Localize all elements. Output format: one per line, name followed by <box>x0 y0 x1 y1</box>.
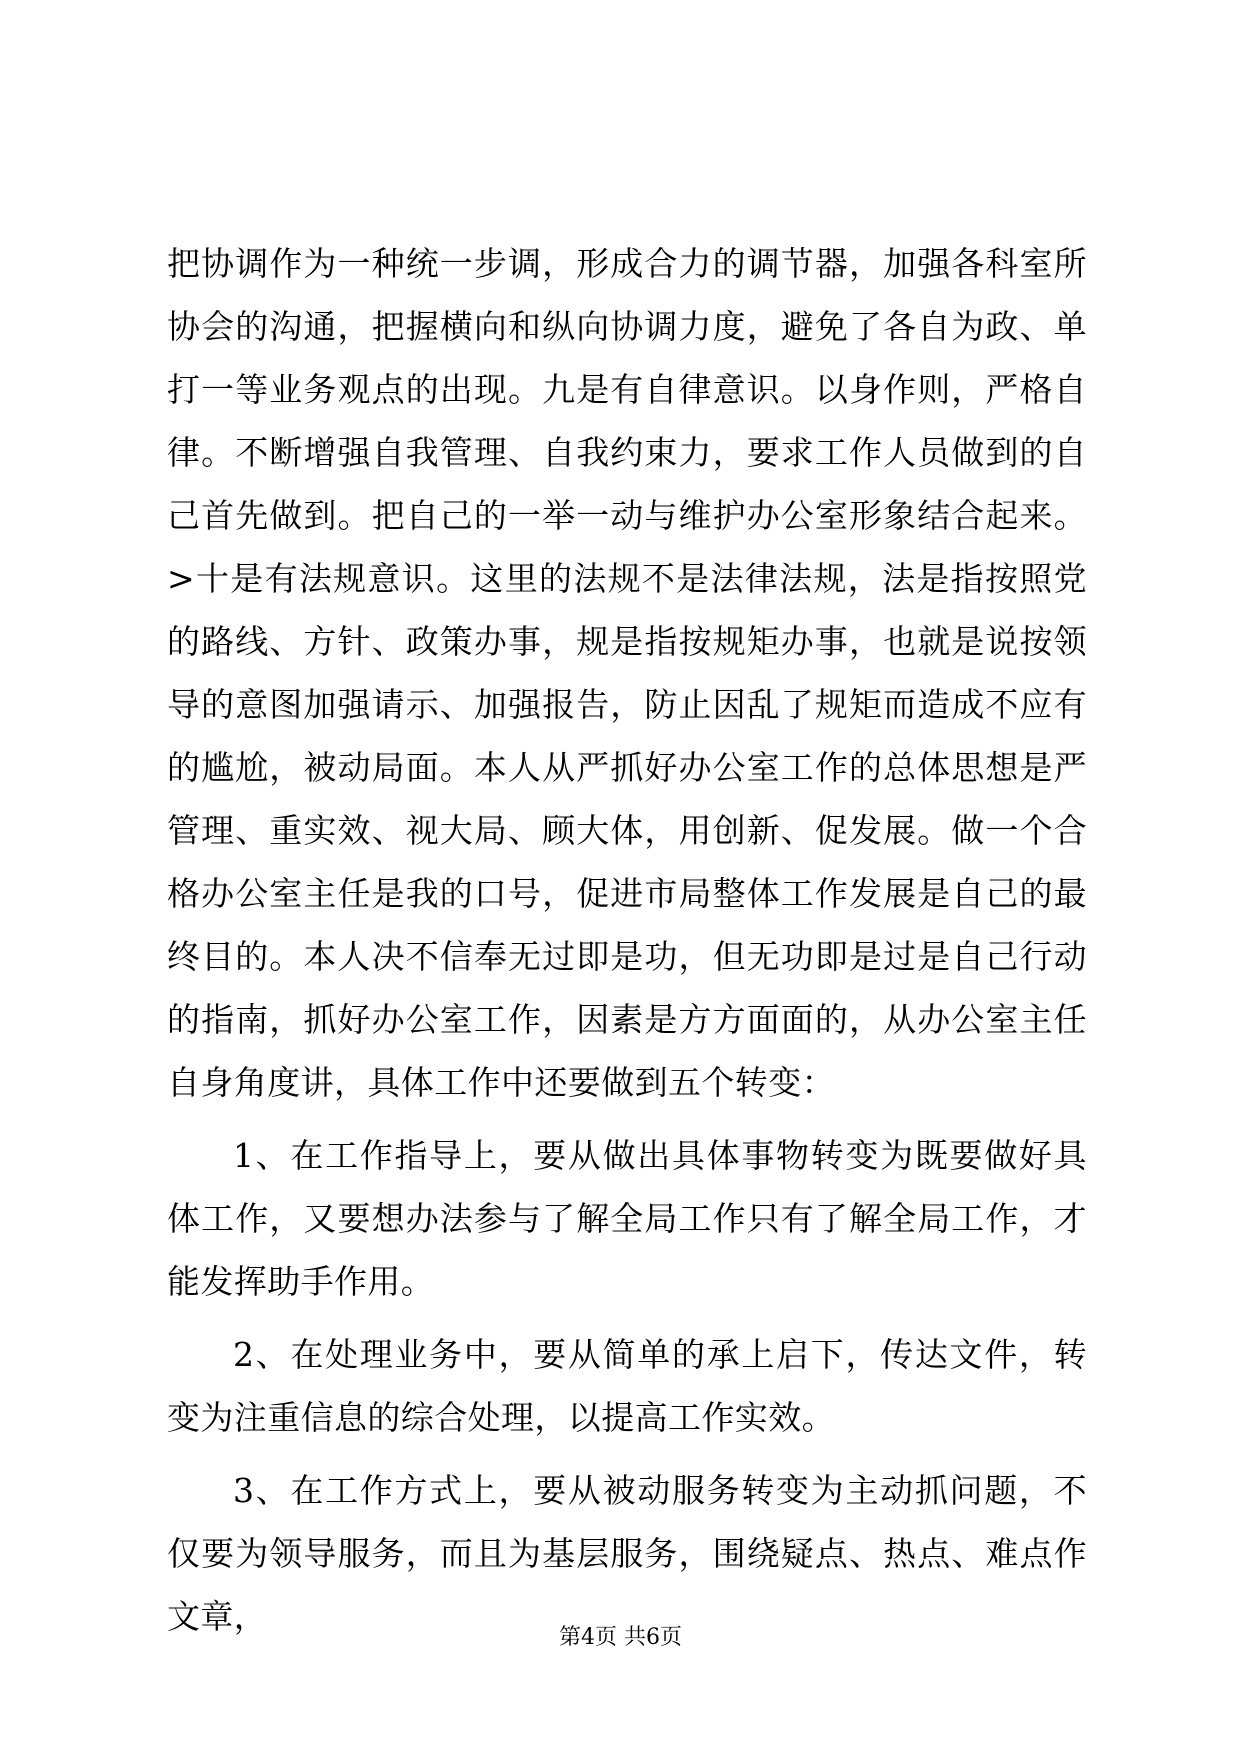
page-footer <box>0 1620 1241 1651</box>
body-paragraph: 2、在处理业务中，要从简单的承上启下，传达文件，转变为注重信息的综合处理，以提高工作实效。 <box>167 1335 1087 1437</box>
document-body <box>167 232 1087 1658</box>
body-paragraph: 1、在工作指导上，要从做出具体事物转变为既要做好具体工作，又要想办法参与了解全局工作只有了解全局工作，才能发挥助手作用。 <box>167 1136 1087 1301</box>
page-number-label: 第4页 共6页 <box>559 1625 682 1650</box>
body-paragraph: 3、在工作方式上，要从被动服务转变为主动抓问题，不仅要为领导服务，而且为基层服务，围绕疑点、热点、难点作文章， <box>167 1471 1087 1636</box>
body-paragraph: 把协调作为一种统一步调，形成合力的调节器，加强各科室所协会的沟通，把握横向和纵向协调力度，避免了各自为政、单打一等业务观点的出现。九是有自律意识。以身作则，严格自律。不断增强自我管理、自我约束力，要求工作人员做到的自己首先做到。把自己的一举一动与维护办公室形象结合起来。>十是有法规意识。这里的法规不是法律法规，法是指按照党的路线、方针、政策办事，规是指按规矩办事，也就是说按领导的意图加强请示、加强报告，防止因乱了规矩而造成不应有的尴尬，被动局面。本人从严抓好办公室工作的总体思想是严管理、重实效、视大局、顾大体，用创新、促发展。做一个合格办公室主任是我的口号，促进市局整体工作发展是自己的最终目的。本人决不信奉无过即是功，但无功即是过是自己行动的指南，抓好办公室工作，因素是方方面面的，从办公室主任自身角度讲，具体工作中还要做到五个转变： <box>167 244 1087 1102</box>
